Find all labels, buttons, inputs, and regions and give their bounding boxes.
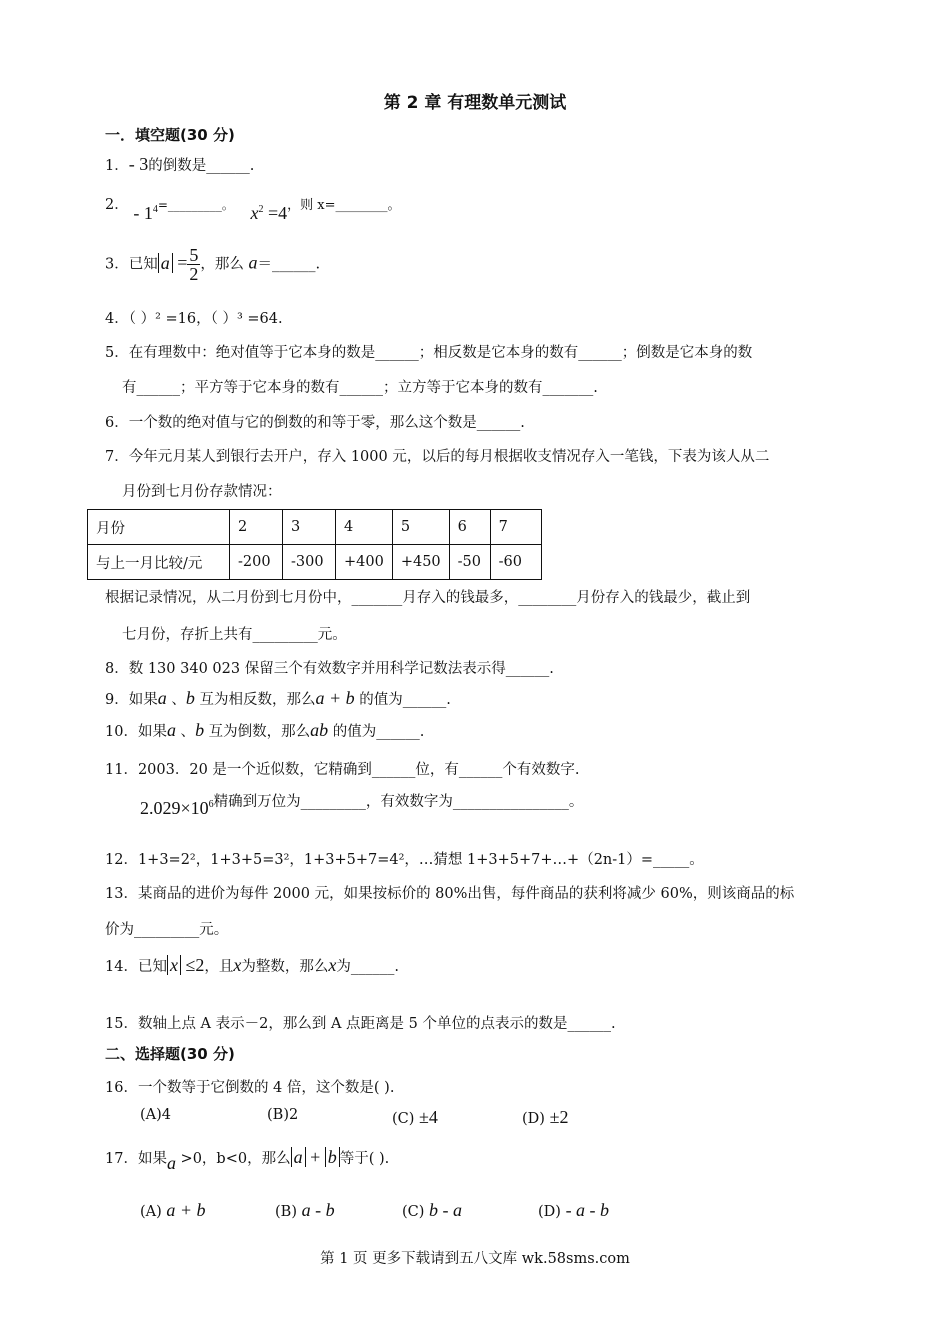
- question-12: 12．1+3=2²，1+3+5=3²，1+3+5+7=4²，…猜想 1+3+5+7+…+（2n-1）=_____。: [105, 852, 704, 868]
- question-1: [105, 154, 254, 175]
- deposit-record-table: [87, 509, 542, 580]
- q3-abs-a: a: [158, 253, 173, 273]
- question-13-line-1: 13．某商品的进价为每件 2000 元，如果按标价的 80%出售，每件商品的获利将减少 60%，则该商品的标: [105, 886, 795, 902]
- section-heading-fill-in: 一．填空题(30 分): [105, 126, 235, 144]
- question-7-line-2: 月份到七月份存款情况：: [122, 484, 282, 500]
- q1-text: 的倒数是______.: [148, 158, 255, 174]
- question-7-line-4: 七月份，存折上共有_________元。: [122, 627, 347, 643]
- question-10: 10．如果a 、b 互为倒数，那么ab 的值为______.: [105, 720, 425, 740]
- page-footer: 第 1 页 更多下载请到五八文库 wk.58sms.com: [320, 1251, 630, 1267]
- q17-option-d: (D) - a - b: [538, 1200, 610, 1220]
- question-11-line-1: 11．2003．20 是一个近似数，它精确到______位，有______个有效数字.: [105, 762, 580, 778]
- section-heading-multiple-choice: 二、选择题(30 分): [105, 1045, 235, 1063]
- question-5-line-1: 5．在有理数中：绝对值等于它本身的数是______；相反数是它本身的数有______；倒数是它本身的数: [105, 345, 753, 361]
- question-17: 17．如果a >0，b<0，那么 a + b 等于( ).: [105, 1147, 390, 1173]
- question-14: 14．已知 x ≤2，且x为整数，那么x为______.: [105, 955, 399, 975]
- question-3: 3．已知 a = $\frac{5}{2}$ ，那么 a＝______.: [105, 245, 321, 284]
- q11-scientific-number: $2.029\times 10^6$: [140, 798, 214, 818]
- question-7-line-3: 根据记录情况，从二月份到七月份中，_______月存入的钱最多，________月份存入的钱最少，截止到: [105, 590, 751, 606]
- q1-number: 1．: [105, 158, 129, 174]
- q1-math: - 3: [128, 154, 149, 174]
- q17-option-c: (C) b - a: [402, 1200, 463, 1220]
- question-9: 9．如果a 、b 互为相反数，那么a + b 的值为______.: [105, 688, 451, 708]
- question-16: 16．一个数等于它倒数的 4 倍，这个数是( ).: [105, 1080, 395, 1096]
- q2-text-2: ，则 x=________。: [287, 198, 401, 213]
- q2-math-2: $x^2 =4$: [250, 203, 288, 223]
- q3-fraction: $\frac{5}{2}$: [189, 245, 199, 284]
- page-title: 第 2 章 有理数单元测试: [383, 93, 567, 113]
- question-11-line-2: $2.029\times 10^6$精确到万位为_________，有效数字为________________。: [140, 794, 584, 818]
- question-5-line-2: 有______；平方等于它本身的数有______；立方等于它本身的数有_______.: [122, 380, 598, 396]
- question-8: 8．数 130 340 023 保留三个有效数字并用科学记数法表示得______.: [105, 661, 554, 677]
- q16-option-a: (A)4: [140, 1107, 172, 1123]
- question-2: [105, 193, 401, 223]
- q16-option-c: (C) ±4: [392, 1107, 438, 1127]
- q17-option-a: (A) a + b: [140, 1200, 206, 1220]
- question-15: 15．数轴上点 A 表示－2，那么到 A 点距离是 5 个单位的点表示的数是______.: [105, 1016, 616, 1032]
- q2-text-1: =_________。: [157, 198, 234, 212]
- q16-option-b: (B)2: [267, 1107, 299, 1123]
- table-row: 月份 2 3 4 5 6 7: [88, 510, 542, 545]
- question-13-line-2: 价为_________元。: [105, 922, 229, 938]
- question-6: 6．一个数的绝对值与它的倒数的和等于零，那么这个数是______.: [105, 415, 525, 431]
- q2-number: 2．: [105, 197, 129, 213]
- q16-option-d: (D) ±2: [522, 1107, 569, 1127]
- q17-option-b: (B) a - b: [275, 1200, 335, 1220]
- table-row: 与上一月比较/元 -200 -300 +400 +450 -50 -60: [88, 545, 542, 580]
- question-4: 4．（ ）² =16，（ ）³ =64.: [105, 311, 283, 327]
- question-7-line-1: 7．今年元月某人到银行去开户，存入 1000 元，以后的每月根据收支情况存入一笔钱，下表为该人从二: [105, 449, 770, 465]
- q2-math-1: - $1^4$: [133, 203, 158, 223]
